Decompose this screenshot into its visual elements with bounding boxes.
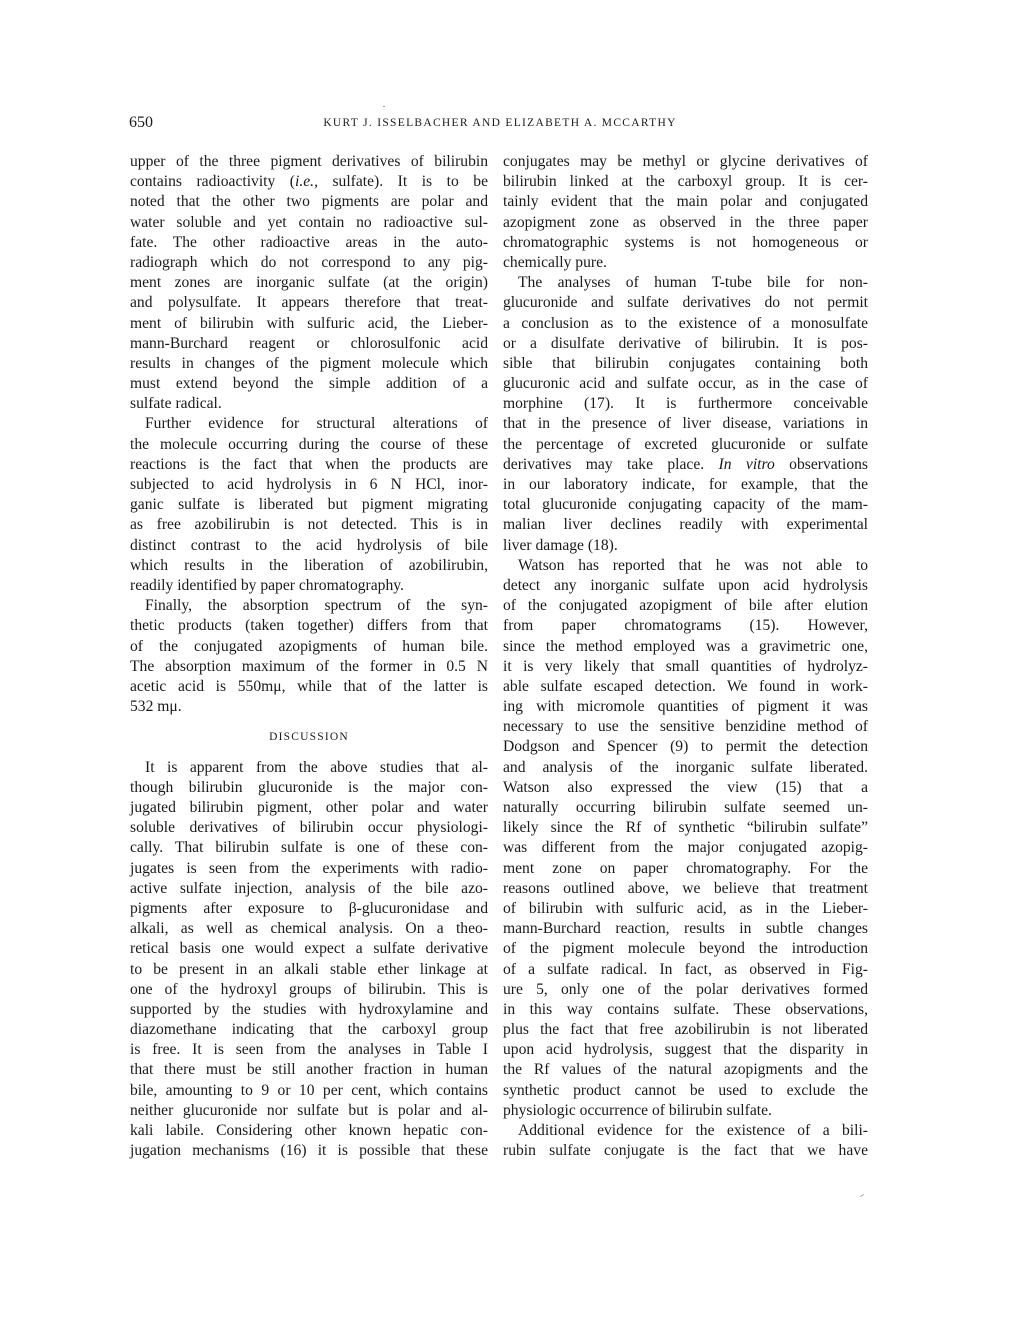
text-line: water soluble and yet contain no radioactive sul- (130, 213, 488, 231)
paragraph (130, 152, 488, 414)
text-line: Additional evidence for the existence of a bili- (518, 1122, 868, 1139)
text-line: ing with micromole quantities of pigment it was (503, 698, 868, 716)
text-line: and polysulfate. It appears therefore that treat- (130, 294, 488, 312)
text-line: malian liver declines readily with experimental (503, 516, 868, 534)
paragraph (130, 758, 488, 1162)
text-line: pigments after exposure to β-glucuronidase and (130, 899, 488, 917)
text-line: likely since the Rf of synthetic “bilirubin sulfate” (503, 819, 868, 837)
text-line: of the pigment molecule beyond the introduction (503, 940, 868, 958)
scan-speck (383, 106, 385, 107)
text-line: jugated bilirubin pigment, other polar and water (130, 799, 488, 817)
text-line: azopigment zone as observed in the three paper (503, 213, 868, 231)
text-line: alkali, as well as chemical analysis. On a theo- (130, 920, 488, 938)
text-line: bile, amounting to 9 or 10 per cent, which contains (130, 1081, 488, 1099)
text-line: able sulfate escaped detection. We found in work- (503, 677, 868, 695)
paragraph (503, 1121, 868, 1161)
text-line: Watson has reported that he was not able to (518, 556, 868, 574)
text-line: It is apparent from the above studies that al- (145, 758, 488, 776)
text-line: noted that the other two pigments are polar and (130, 193, 488, 211)
text-line: sulfate radical. (130, 395, 222, 413)
text-line: to be present in an alkali stable ether linkage at (130, 960, 488, 978)
text-line: Finally, the absorption spectrum of the syn- (145, 597, 488, 615)
section-heading: DISCUSSION (269, 731, 349, 744)
text-line: derivatives may take place. In vitro observations (503, 455, 868, 473)
text-line: upon acid hydrolysis, suggest that the disparity in (503, 1041, 868, 1059)
text-line: jugates is seen from the experiments with radio- (130, 859, 488, 877)
text-line: ment zone on paper chromatography. For the (503, 859, 868, 877)
text-line: The absorption maximum of the former in 0.5 N (130, 657, 488, 675)
text-line: a conclusion as to the existence of a monosulfate (503, 314, 868, 332)
text-line: is free. It is seen from the analyses in Table I (130, 1041, 488, 1059)
text-line: ment of bilirubin with sulfuric acid, the Lieber- (130, 314, 488, 332)
text-line: liver damage (18). (503, 536, 618, 554)
text-line: 532 mμ. (130, 698, 182, 716)
text-line: readily identified by paper chromatography. (130, 576, 404, 594)
text-line: bilirubin linked at the carboxyl group. It is cer- (503, 173, 868, 191)
text-line: must extend beyond the simple addition of a (130, 375, 488, 393)
text-line: acetic acid is 550mμ, while that of the latter is (130, 677, 488, 695)
text-line: ganic sulfate is liberated but pigment migrating (130, 496, 488, 514)
text-line: synthetic product cannot be used to exclude the (503, 1081, 868, 1099)
text-line: total glucuronide conjugating capacity of the mam- (503, 496, 868, 514)
text-line: kali labile. Considering other known hepatic con- (130, 1122, 488, 1140)
text-line: ure 5, only one of the polar derivatives formed (503, 980, 868, 998)
paragraph (130, 414, 488, 596)
text-line: radiograph which do not correspond to any pig- (130, 253, 488, 271)
text-line: retical basis one would expect a sulfate derivative (130, 940, 488, 958)
text-line: soluble derivatives of bilirubin occur physiologi- (130, 819, 488, 837)
text-line: was different from the major conjugated azopig- (503, 839, 868, 857)
text-line: morphine (17). It is furthermore conceivable (503, 395, 868, 413)
text-line: in this way contains sulfate. These observations, (503, 1000, 868, 1018)
text-line: glucuronide and sulfate derivatives do not permit (503, 294, 868, 312)
right-column (503, 152, 868, 1161)
paragraph (130, 596, 488, 717)
text-line: that in the presence of liver disease, variations in (503, 415, 868, 433)
text-line: subjected to acid hydrolysis in 6 N HCl, inor- (130, 476, 488, 493)
paragraph (503, 273, 868, 556)
page-number: 650 (129, 114, 153, 131)
text-line: in our laboratory indicate, for example, that the (503, 476, 868, 493)
running-head: KURT J. ISSELBACHER AND ELIZABETH A. MCCARTHY (323, 117, 677, 129)
paragraph (503, 556, 868, 1121)
text-line: distinct contrast to the acid hydrolysis of bile (130, 536, 488, 554)
scan-speck (860, 1194, 864, 1197)
text-line: jugation mechanisms (16) it is possible that these (130, 1142, 488, 1160)
text-line: since the method employed was a gravimetric one, (503, 637, 868, 655)
text-line: which results in the liberation of azobilirubin, (130, 556, 488, 574)
text-line: results in changes of the pigment molecule which (130, 354, 488, 372)
text-line: necessary to use the sensitive benzidine method of (503, 718, 868, 736)
text-line: and analysis of the inorganic sulfate liberated. (503, 758, 868, 776)
text-line: of the conjugated azopigments of human bile. (130, 637, 488, 655)
text-line: physiologic occurrence of bilirubin sulfate. (503, 1101, 772, 1119)
text-line: The analyses of human T-tube bile for non- (518, 274, 868, 292)
text-line: upper of the three pigment derivatives of bilirubin (130, 153, 488, 170)
text-line: it is very likely that small quantities of hydrolyz- (503, 657, 868, 675)
text-line: the Rf values of the natural azopigments and the (503, 1061, 868, 1079)
text-line: of a sulfate radical. In fact, as observed in Fig- (503, 960, 868, 978)
text-line: Dodgson and Spencer (9) to permit the detection (503, 738, 868, 756)
text-line: glucuronic acid and sulfate occur, as in the case of (503, 375, 868, 393)
text-line: neither glucuronide nor sulfate but is polar and al- (130, 1101, 488, 1119)
paragraph (503, 152, 868, 273)
text-line: of bilirubin with sulfuric acid, as in the Lieber- (503, 899, 868, 917)
text-line: of the conjugated azopigment of bile after elution (503, 597, 868, 615)
text-line: though bilirubin glucuronide is the major con- (130, 778, 488, 796)
italic-text: i.e., (295, 173, 318, 191)
text-line: reactions is the fact that when the products are (130, 455, 488, 473)
text-line: contains radioactivity (i.e., sulfate). It is to be (130, 173, 488, 191)
text-line: fate. The other radioactive areas in the auto- (130, 233, 488, 251)
text-line: conjugates may be methyl or glycine derivatives of (503, 153, 868, 170)
text-line: supported by the studies with hydroxylamine and (130, 1000, 488, 1018)
text-line: the molecule occurring during the course of these (130, 435, 488, 453)
text-line: plus the fact that free azobilirubin is not liberated (503, 1021, 868, 1039)
text-line: chemically pure. (503, 253, 607, 271)
text-line: mann-Burchard reaction, results in subtle changes (503, 920, 868, 938)
text-line: rubin sulfate conjugate is the fact that we have (503, 1142, 868, 1160)
left-column (130, 152, 488, 1161)
text-line: that there must be still another fraction in human (130, 1061, 488, 1079)
text-line: tainly evident that the main polar and conjugated (503, 193, 868, 211)
text-line: chromatographic systems is not homogeneous or (503, 233, 868, 251)
text-line: active sulfate injection, analysis of the bile azo- (130, 879, 488, 897)
text-line: mann-Burchard reagent or chlorosulfonic acid (130, 334, 488, 352)
text-line: diazomethane indicating that the carboxyl group (130, 1021, 488, 1039)
text-line: or a disulfate derivative of bilirubin. It is pos- (503, 334, 868, 352)
text-line: cally. That bilirubin sulfate is one of these con- (130, 839, 488, 857)
text-line: from paper chromatograms (15). However, (503, 617, 868, 635)
text-line: ment zones are inorganic sulfate (at the origin) (130, 274, 488, 292)
text-line: one of the hydroxyl groups of bilirubin. This is (130, 980, 488, 998)
text-line: as free azobilirubin is not detected. This is in (130, 516, 488, 534)
text-line: Watson also expressed the view (15) that a (503, 778, 868, 796)
text-line: reasons outlined above, we believe that treatment (503, 879, 868, 897)
text-line: Further evidence for structural alterations of (145, 415, 488, 433)
italic-text: In vitro (718, 455, 775, 473)
text-line: thetic products (taken together) differs from that (130, 617, 488, 635)
text-line: naturally occurring bilirubin sulfate seemed un- (503, 799, 868, 816)
text-line: detect any inorganic sulfate upon acid hydrolysis (503, 576, 868, 594)
text-line: sible that bilirubin conjugates containing both (503, 354, 868, 372)
text-line: the percentage of excreted glucuronide or sulfate (503, 435, 868, 453)
